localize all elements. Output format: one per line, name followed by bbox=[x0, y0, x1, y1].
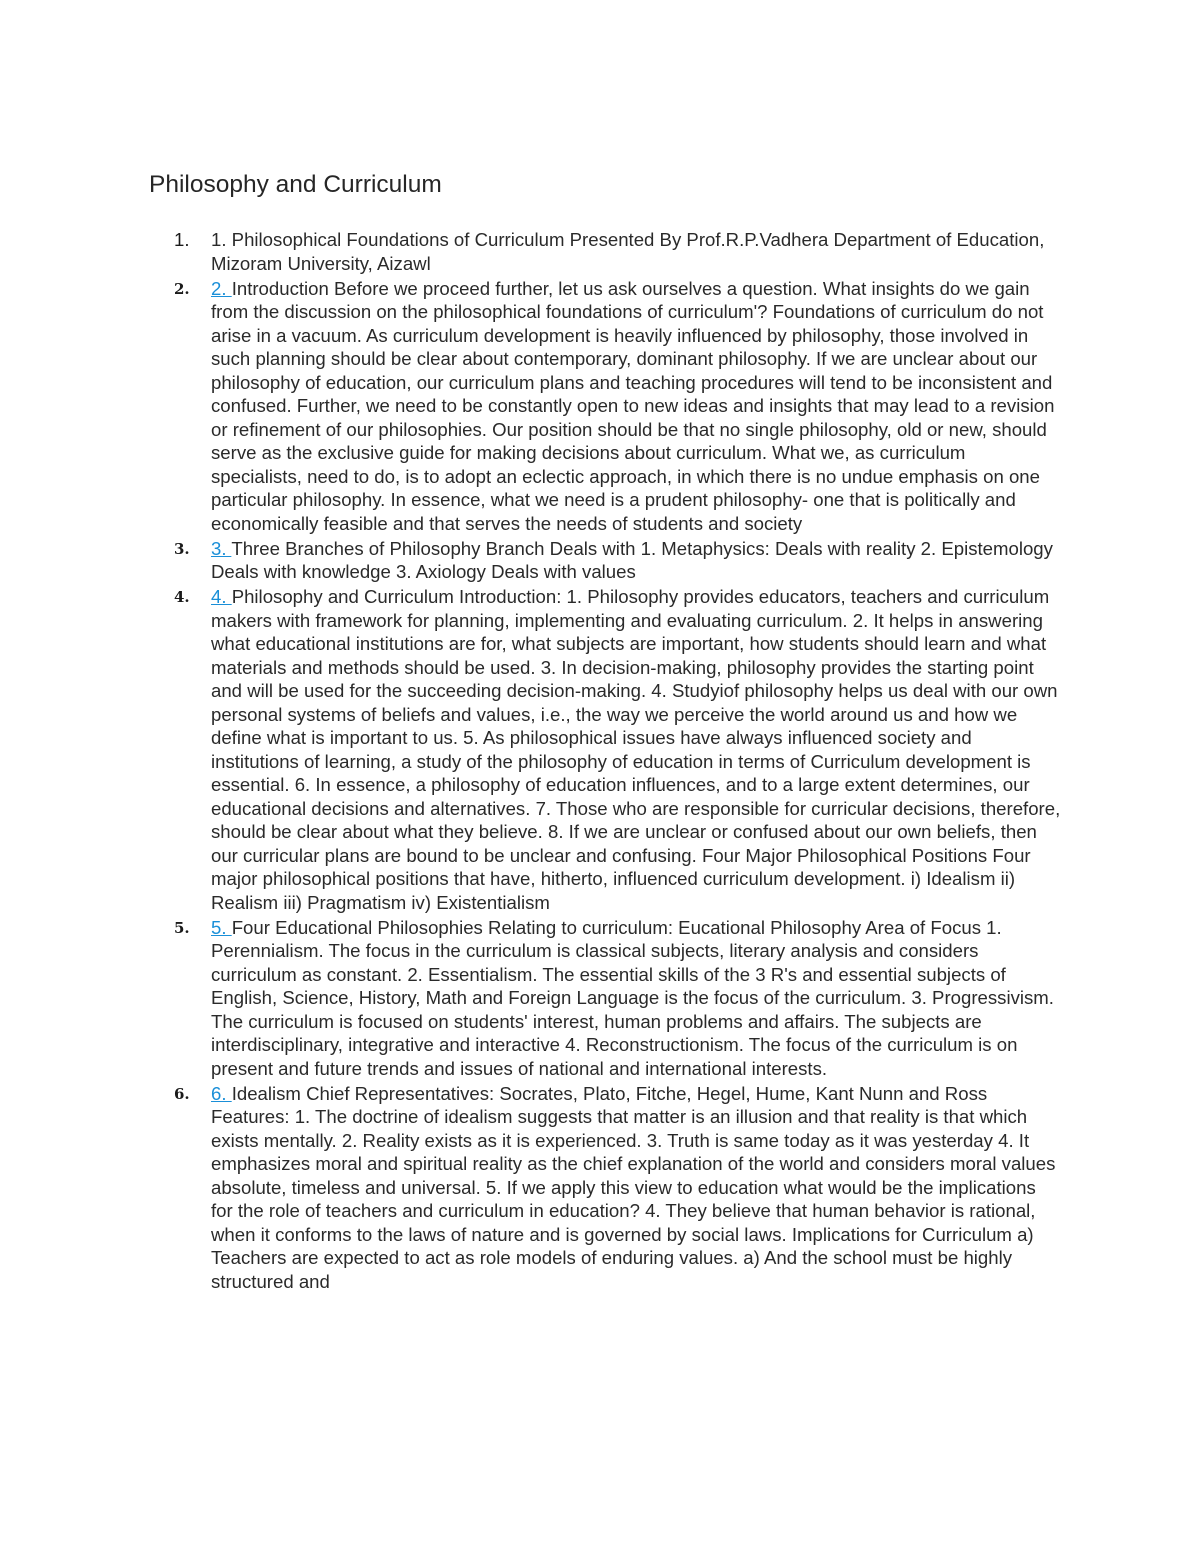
list-item-text: Idealism Chief Representatives: Socrates, Plato, Fitche, Hegel, Hume, Kant Nunn and Ross Features: 1. The doctrine of idealism suggests that matter is an illusion and that reality is that which exists mentally. 2. Reality exists as it is experienced. 3. Truth is same today as it was yesterday 4. It emphasizes moral and spiritual reality as the chief explanation of the world and considers moral values absolute, timeless and universal. 5. If we apply this view to education what would be the implications for the role of teachers and curriculum in education? 4. They believe that human behavior is rational, when it conforms to the laws of nature and is governed by social laws. Implications for Curriculum a) Teachers are expected to act as role models of enduring values. a) And the school must be highly structured and bbox=[211, 1082, 1056, 1292]
list-item-text: Four Educational Philosophies Relating to curriculum: Eucational Philosophy Area of Focus 1. Perennialism. The focus in the curriculum is classical subjects, literary analysis and considers curriculum as constant. 2. Essentialism. The essential skills of the 3 R's and essential subjects of English, Science, History, Math and Foreign Language is the focus of the curriculum. 3. Progressivism. The curriculum is focused on students' interest, human problems and affairs. The subjects are interdisciplinary, integrative and interactive 4. Reconstructionism. The focus of the curriculum is on present and future trends and issues of national and international interests. bbox=[211, 916, 1054, 1079]
list-item-text: Philosophy and Curriculum Introduction: 1. Philosophy provides educators, teachers and curriculum makers with framework for planning, implementing and evaluating curriculum. 2. It helps in answering what educational institutions are for, what subjects are important, how students should learn and what materials and methods should be used. 3. In decision-making, philosophy provides the starting point and will be used for the succeeding decision-making. 4. Studyiof philosophy helps us deal with our own personal systems of beliefs and values, i.e., the way we perceive the world around us and how we define what is important to us. 5. As philosophical issues have always influenced society and institutions of learning, a study of the philosophy of education in terms of Curriculum development is essential. 6. In essence, a philosophy of education influences, and to a large extent determines, our educational decisions and alternatives. 7. Those who are responsible for curricular decisions, therefore, should be clear about what they believe. 8. If we are unclear or confused about our own beliefs, then our curricular plans are bound to be unclear and confusing. Four Major Philosophical Positions Four major philosophical positions that have, hitherto, influenced curriculum development. i) Idealism ii) Realism iii) Pragmatism iv) Existentialism bbox=[211, 586, 1061, 913]
list-item-number: 3. bbox=[174, 539, 190, 558]
list-item-number: 4. bbox=[174, 588, 190, 606]
list-item bbox=[174, 916, 1061, 1081]
list-item-text: Three Branches of Philosophy Branch Deals with 1. Metaphysics: Deals with reality 2. Epistemology Deals with knowledge 3. Axiology Deals with values bbox=[211, 537, 1053, 582]
list-item-text: 1. Philosophical Foundations of Curriculum Presented By Prof.R.P.Vadhera Department of Education, Mizoram University, Aizawl bbox=[211, 229, 1045, 274]
slide-link-2[interactable]: 2. bbox=[211, 277, 232, 299]
slide-link-3[interactable]: 3. bbox=[211, 537, 232, 559]
list-item-text: Introduction Before we proceed further, let us ask ourselves a question. What insights do we gain from the discussion on the philosophical foundations of curriculum'? Foundations of curriculum do not arise in a vacuum. As curriculum development is heavily influenced by philosophy, those involved in such planning should be clear about contemporary, dominant philosophy. If we are unclear about our philosophy of education, our curriculum plans and teaching procedures will tend to be inconsistent and confused. Further, we need to be constantly open to new ideas and insights that may lead to a revision or refinement of our philosophies. Our position should be that no single philosophy, old or new, should serve as the exclusive guide for making decisions about curriculum. What we, as curriculum specialists, need to do, is to adopt an eclectic approach, in which there is no undue emphasis on one particular philosophy. In essence, what we need is a prudent philosophy- one that is politically and economically feasible and that serves the needs of students and society bbox=[211, 277, 1055, 534]
document-title: Philosophy and Curriculum bbox=[149, 171, 442, 198]
list-item-number: 1. bbox=[174, 229, 190, 250]
list-item bbox=[174, 537, 1061, 584]
slide-link-6[interactable]: 6. bbox=[211, 1082, 232, 1104]
list-item bbox=[174, 277, 1061, 536]
list-item bbox=[174, 585, 1061, 914]
list-item-number: 5. bbox=[174, 918, 190, 937]
list-item-number: 2. bbox=[174, 279, 190, 298]
slide-list bbox=[174, 228, 1061, 1295]
list-item-number: 6. bbox=[174, 1084, 190, 1103]
list-item bbox=[174, 1082, 1061, 1294]
list-item bbox=[174, 228, 1061, 275]
slide-link-5[interactable]: 5. bbox=[211, 916, 232, 938]
slide-link-4[interactable]: 4. bbox=[211, 586, 232, 607]
